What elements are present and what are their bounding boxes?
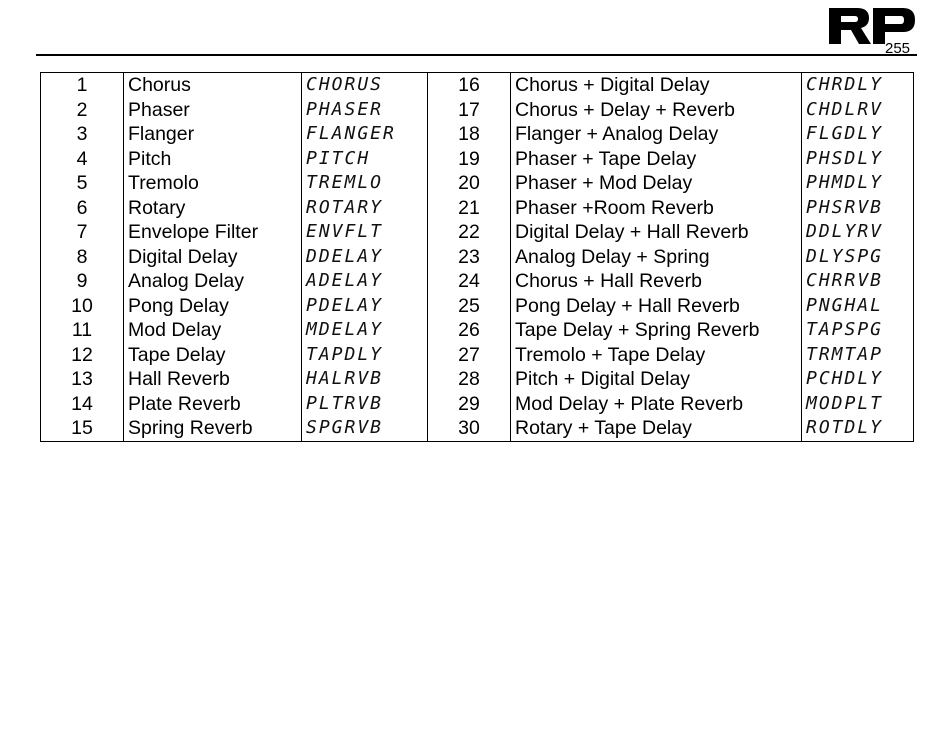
- effect-name: Phaser +Room Reverb: [511, 196, 802, 221]
- effect-number: 10: [41, 294, 124, 319]
- effects-table-row: [41, 196, 914, 221]
- effect-name: Chorus + Digital Delay: [511, 73, 802, 98]
- effect-number: 23: [428, 245, 511, 270]
- effects-table-row: [41, 245, 914, 270]
- effect-number: 8: [41, 245, 124, 270]
- effect-name: Envelope Filter: [124, 220, 302, 245]
- effect-number: 15: [41, 416, 124, 441]
- rp255-logo-graphic: [827, 4, 917, 54]
- effect-display-code: ADELAY: [302, 269, 428, 294]
- effect-number: 24: [428, 269, 511, 294]
- effect-name: Tremolo + Tape Delay: [511, 343, 802, 368]
- effect-name: Pitch + Digital Delay: [511, 367, 802, 392]
- effect-number: 16: [428, 73, 511, 98]
- effect-number: 27: [428, 343, 511, 368]
- effect-number: 29: [428, 392, 511, 417]
- header-rule: [36, 54, 917, 56]
- effect-display-code: PDELAY: [302, 294, 428, 319]
- effect-number: 28: [428, 367, 511, 392]
- effects-table-row: [41, 392, 914, 417]
- effect-number: 3: [41, 122, 124, 147]
- effect-number: 1: [41, 73, 124, 98]
- effect-number: 13: [41, 367, 124, 392]
- effects-table-row: [41, 294, 914, 319]
- effect-number: 17: [428, 98, 511, 123]
- effect-display-code: TREMLO: [302, 171, 428, 196]
- effect-display-code: CHRDLY: [802, 73, 914, 98]
- effect-name: Flanger: [124, 122, 302, 147]
- effects-table-body: [41, 73, 914, 442]
- effect-name: Digital Delay: [124, 245, 302, 270]
- effect-number: 26: [428, 318, 511, 343]
- effect-display-code: PHASER: [302, 98, 428, 123]
- effect-name: Spring Reverb: [124, 416, 302, 441]
- effect-name: Tremolo: [124, 171, 302, 196]
- effect-number: 5: [41, 171, 124, 196]
- effect-display-code: CHRRVB: [802, 269, 914, 294]
- effect-display-code: TAPSPG: [802, 318, 914, 343]
- effect-name: Phaser + Tape Delay: [511, 147, 802, 172]
- effect-name: Rotary: [124, 196, 302, 221]
- effect-display-code: PHSDLY: [802, 147, 914, 172]
- effect-name: Tape Delay + Spring Reverb: [511, 318, 802, 343]
- effect-name: Phaser + Mod Delay: [511, 171, 802, 196]
- effect-display-code: ROTDLY: [802, 416, 914, 441]
- effect-number: 14: [41, 392, 124, 417]
- effect-number: 12: [41, 343, 124, 368]
- effect-name: Flanger + Analog Delay: [511, 122, 802, 147]
- effect-display-code: PHSRVB: [802, 196, 914, 221]
- effect-display-code: PITCH: [302, 147, 428, 172]
- effects-table-row: [41, 318, 914, 343]
- effects-table-row: [41, 98, 914, 123]
- effect-display-code: FLGDLY: [802, 122, 914, 147]
- effect-name: Analog Delay + Spring: [511, 245, 802, 270]
- effects-table-row: [41, 147, 914, 172]
- effect-display-code: CHDLRV: [802, 98, 914, 123]
- effect-number: 21: [428, 196, 511, 221]
- effects-table-row: [41, 171, 914, 196]
- effect-display-code: TRMTAP: [802, 343, 914, 368]
- effect-name: Phaser: [124, 98, 302, 123]
- effect-display-code: PNGHAL: [802, 294, 914, 319]
- effects-table-row: [41, 73, 914, 98]
- effect-number: 11: [41, 318, 124, 343]
- effect-display-code: PLTRVB: [302, 392, 428, 417]
- effect-display-code: DDELAY: [302, 245, 428, 270]
- effect-number: 4: [41, 147, 124, 172]
- effect-display-code: SPGRVB: [302, 416, 428, 441]
- effect-display-code: MODPLT: [802, 392, 914, 417]
- effect-number: 2: [41, 98, 124, 123]
- effect-name: Pong Delay + Hall Reverb: [511, 294, 802, 319]
- effect-number: 18: [428, 122, 511, 147]
- effect-display-code: TAPDLY: [302, 343, 428, 368]
- effect-name: Plate Reverb: [124, 392, 302, 417]
- effect-name: Pong Delay: [124, 294, 302, 319]
- effect-name: Hall Reverb: [124, 367, 302, 392]
- effects-table-row: [41, 367, 914, 392]
- logo-model-number: 255: [885, 40, 911, 54]
- effect-number: 7: [41, 220, 124, 245]
- effects-table-row: [41, 343, 914, 368]
- effect-name: Chorus + Delay + Reverb: [511, 98, 802, 123]
- effect-number: 30: [428, 416, 511, 441]
- effect-display-code: DLYSPG: [802, 245, 914, 270]
- effects-table: [40, 72, 914, 442]
- effect-display-code: CHORUS: [302, 73, 428, 98]
- effect-display-code: PCHDLY: [802, 367, 914, 392]
- effect-name: Chorus: [124, 73, 302, 98]
- effect-name: Analog Delay: [124, 269, 302, 294]
- effect-name: Chorus + Hall Reverb: [511, 269, 802, 294]
- effect-name: Digital Delay + Hall Reverb: [511, 220, 802, 245]
- effect-display-code: ROTARY: [302, 196, 428, 221]
- effect-display-code: DDLYRV: [802, 220, 914, 245]
- rp255-logo: [827, 4, 917, 54]
- effects-table-row: [41, 416, 914, 441]
- effect-name: Mod Delay: [124, 318, 302, 343]
- effects-table-row: [41, 269, 914, 294]
- effect-display-code: MDELAY: [302, 318, 428, 343]
- effect-display-code: ENVFLT: [302, 220, 428, 245]
- effects-table-row: [41, 220, 914, 245]
- effect-number: 19: [428, 147, 511, 172]
- effect-display-code: FLANGER: [302, 122, 428, 147]
- effect-display-code: HALRVB: [302, 367, 428, 392]
- effect-number: 6: [41, 196, 124, 221]
- effect-number: 22: [428, 220, 511, 245]
- effect-number: 25: [428, 294, 511, 319]
- effect-number: 20: [428, 171, 511, 196]
- effect-name: Tape Delay: [124, 343, 302, 368]
- effect-name: Mod Delay + Plate Reverb: [511, 392, 802, 417]
- effect-number: 9: [41, 269, 124, 294]
- effect-display-code: PHMDLY: [802, 171, 914, 196]
- effects-table-row: [41, 122, 914, 147]
- effect-name: Pitch: [124, 147, 302, 172]
- effect-name: Rotary + Tape Delay: [511, 416, 802, 441]
